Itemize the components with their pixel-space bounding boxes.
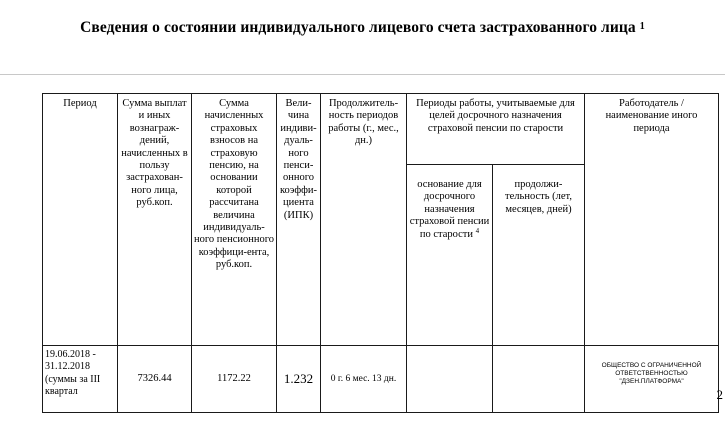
- header-ipk: Вели-чина индиви-дуаль-ного пенси-онного коэффи-циента (ИПК): [277, 94, 321, 346]
- title-footnote-mark: 1: [639, 21, 645, 32]
- header-period: Период: [43, 94, 118, 346]
- row-period: 19.06.2018 - 31.12.2018 (суммы за III квартал: [43, 346, 118, 413]
- table-row: [43, 346, 719, 413]
- row-contributions: 1172.22: [192, 346, 277, 413]
- row-duration: 0 г. 6 мес. 13 дн.: [321, 346, 407, 413]
- header-early-basis: основание для досрочного назначения страховой пенсии по старости $^4$: [407, 165, 493, 346]
- header-contributions: Сумма начисленных страховых взносов на страховую пенсию, на основании которой рассчитана величина индивидуаль-ного пенсионного коэффици-ента, руб.коп.: [192, 94, 277, 346]
- row-early-duration: [493, 346, 585, 413]
- header-employer: Работодатель / наименование иного периода: [585, 94, 719, 346]
- early-basis-footnote-mark: 4: [475, 226, 480, 235]
- table-header-row: [43, 94, 719, 165]
- row-employer: ОБЩЕСТВО С ОГРАНИЧЕННОЙ ОТВЕТСТВЕННОСТЬЮ "ДЗЕН.ПЛАТФОРМА": [585, 346, 719, 413]
- row-ipk: 1.232: [277, 346, 321, 413]
- header-early-duration: продолжи-тельность (лет, месяцев, дней): [493, 165, 585, 346]
- header-early-retirement-group: Периоды работы, учитываемые для целей досрочного назначения страховой пенсии по старости: [407, 94, 585, 165]
- header-duration: Продолжитель-ность периодов работы (г., мес., дн.): [321, 94, 407, 346]
- page-number: 2: [716, 387, 723, 402]
- header-payments: Сумма выплат и иных вознаграж-дений, начисленных в пользу застрахован-ного лица, руб.коп.: [118, 94, 192, 346]
- document-title: Сведения о состоянии индивидуального лицевого счета застрахованного лица $^1$: [80, 19, 645, 36]
- account-statement-table: [42, 93, 719, 413]
- row-early-basis: [407, 346, 493, 413]
- row-payments: 7326.44: [118, 346, 192, 413]
- page-break-line: [0, 74, 725, 75]
